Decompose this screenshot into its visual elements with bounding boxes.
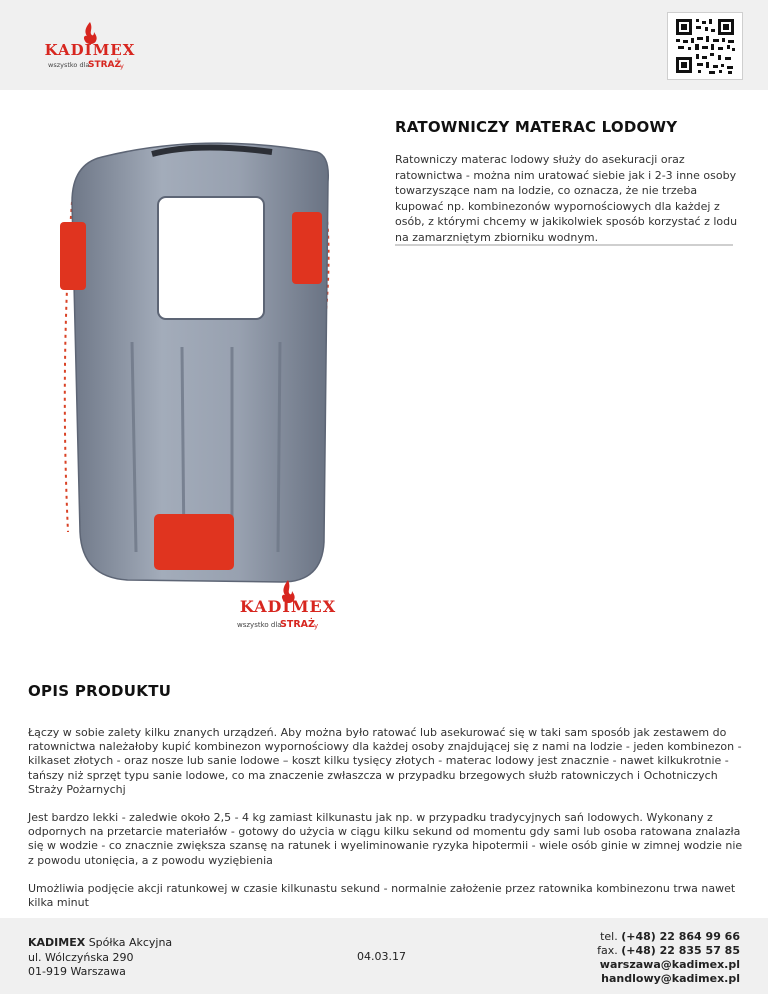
company-name: KADIMEX [28,936,86,949]
company-type: Spółka Akcyjna [88,936,173,949]
product-intro: Ratowniczy materac lodowy służy do asekuracji oraz ratownictwa - można nim uratować siebie jak i 2-3 inne osoby towarzyszące nam na lodzie, co oznacza, że nie trzeba kupować np. kombinezonów wypornościowych dla każdej z osób, z którymi chcemy w jakikolwiek sposób korzystać z lodu na zamarzniętym zbiorniku wodnym. [395,153,738,244]
qr-code-icon [667,12,743,80]
divider [395,244,733,246]
product-image [32,112,372,642]
phone-number[interactable]: (+48) 22 864 99 66 [621,930,740,943]
bottom-handle [154,514,234,570]
left-handle [60,222,86,290]
watermark-tagline-suffix: y [314,622,319,630]
company-address [28,936,172,980]
fax-number: (+48) 22 835 57 85 [621,944,740,957]
logo-tagline-prefix: wszystko dla [48,61,90,69]
description-paragraph: Jest bardzo lekki - zaledwie około 2,5 - 4 kg zamiast kilkunastu jak np. w przypadku tradycyjnych sań lodowych. Wykonany z odpornych na przetarcie materiałów - gotowy do użycia w ciągu kilku sekund od momentu gdy sami lub osoba ratowana znalazła się w wodzie - co znacznie zwiększa szansę na ratunek i wyeliminowanie ryzyka hipotermii - wiele osób ginie w zimnej wodzie nie z powodu utonięcia, a z powodu wyziębienia [28,811,743,867]
watermark-tagline-prefix: wszystko dla [237,621,282,629]
contact-info [597,930,740,986]
product-title: RATOWNICZY MATERAC LODOWY [395,118,678,136]
tel-label: tel. [600,930,618,943]
email-handlowy-link[interactable]: handlowy@kadimex.pl [601,972,740,985]
logo-tagline-strong: STRAŻ [88,60,122,70]
right-handle [292,212,322,284]
section-heading: OPIS PRODUKTU [28,682,172,700]
watermark-brand: KADIMEX [239,597,337,616]
description-paragraph: Umożliwia podjęcie akcji ratunkowej w czasie kilkunastu sekund - normalnie założenie przez ratownika kombinezonu trwa nawet kilka minut [28,882,736,910]
watermark-tagline-strong: STRAŻ [280,619,315,630]
fax-label: fax. [597,944,618,957]
logo-brand-text: KADIMEX [44,41,136,59]
company-city: 01-919 Warszawa [28,965,126,978]
mattress-window [158,197,264,319]
email-warszawa-link[interactable]: warszawa@kadimex.pl [599,958,740,971]
company-street: ul. Wólczyńska 290 [28,950,134,964]
logo-tagline-suffix: y [120,62,124,70]
description-paragraph: Łączy w sobie zalety kilku znanych urządzeń. Aby można było ratować lub asekurować się w taki sam sposób jak zestawem do ratownictwa należałoby kupić kombinezon wypornościowy dla każdej osoby znajdującej się z nami na lodzie - jeden kombinezon - kilkaset złotych - oraz nosze lub sanie lodowe – koszt kilku tysięcy złotych - materac lodowy jest znacznie - nawet kilkukrotnie - tańszy niż sprzęt typu sanie lodowe, co ma znaczenie zwłaszcza w przypadku brzegowych służb ratowniczych i Ochotniczych Straży Pożarnychj [28,726,742,796]
document-date: 04.03.17 [357,950,406,963]
kadimex-logo [28,20,153,70]
